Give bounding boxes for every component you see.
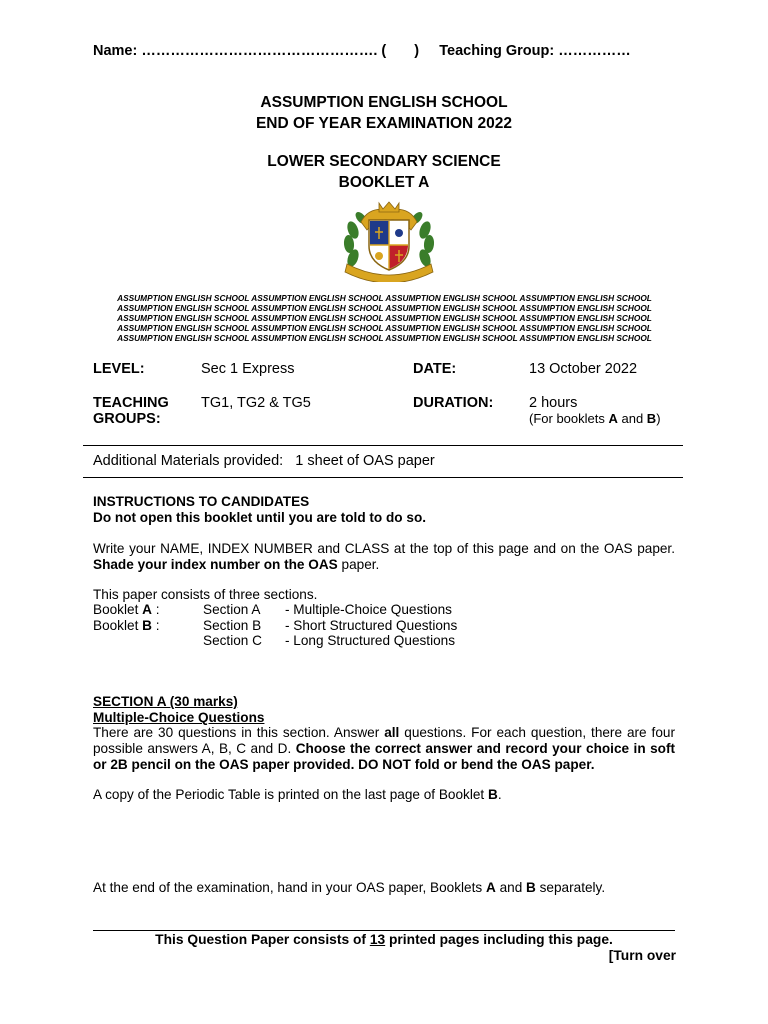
additional-materials: Additional Materials provided: 1 sheet of OAS paper [93,453,435,469]
date-value: 13 October 2022 [529,361,638,377]
teaching-groups-label-2: GROUPS: [93,411,161,427]
subject-title: LOWER SECONDARY SCIENCE [267,153,501,170]
section-row-section: Section A [203,602,261,617]
school-title: ASSUMPTION ENGLISH SCHOOL [260,94,508,111]
school-name-watermark [93,294,676,344]
watermark-line: ASSUMPTION ENGLISH SCHOOL ASSUMPTION ENGLISH SCHOOL ASSUMPTION ENGLISH SCHOOL ASSUMPTION ENGLISH SCHOOL [117,312,652,323]
section-row-desc: - Long Structured Questions [285,633,456,648]
duration-note: (For booklets A and B) [529,411,661,426]
instructions-warning: Do not open this booklet until you are told to do so. [93,510,427,525]
teaching-group-dots: …………… [558,43,631,59]
turn-over-note: [Turn over [608,948,676,963]
name-line [93,43,631,59]
booklet-title: BOOKLET A [338,174,430,191]
paper-consists: This paper consists of three sections. [93,587,318,602]
name-label: Name: [93,43,138,59]
page-count-note: This Question Paper consists of 13 printed pages including this page. [155,932,613,947]
duration-label: DURATION: [413,395,494,411]
exam-title: END OF YEAR EXAMINATION 2022 [255,115,513,132]
section-a-instructions: There are 30 questions in this section. Answer all questions. For each question, there are four possible answers A, B, C and D. Choose the correct answer and record your choice in soft or 2B pencil on the OAS paper provided. DO NOT fold or bend the OAS paper. [93,725,675,772]
school-crest-logo [339,200,439,282]
section-a-heading: SECTION A (30 marks) [93,694,238,709]
section-row-section: Section B [203,618,262,633]
hand-in-note: At the end of the examination, hand in your OAS paper, Booklets A and B separately. [93,880,606,895]
name-dots: …………………………………………. [141,43,378,59]
teaching-groups-label-1: TEACHING [93,395,169,411]
section-row-booklet: Booklet B : [93,618,160,633]
section-a-subheading: Multiple-Choice Questions [93,710,265,725]
write-instructions: Write your NAME, INDEX NUMBER and CLASS at the top of this page and on the OAS paper. Shade your index number on the OAS paper. [93,541,675,572]
section-row-booklet: Booklet A : [93,602,160,617]
teaching-group-label: Teaching Group: [439,43,555,59]
watermark-line: ASSUMPTION ENGLISH SCHOOL ASSUMPTION ENGLISH SCHOOL ASSUMPTION ENGLISH SCHOOL ASSUMPTION ENGLISH SCHOOL [117,322,652,333]
section-row-desc: - Short Structured Questions [285,618,458,633]
footer-divider [93,930,675,931]
level-value: Sec 1 Express [201,361,295,377]
watermark-line: ASSUMPTION ENGLISH SCHOOL ASSUMPTION ENGLISH SCHOOL ASSUMPTION ENGLISH SCHOOL ASSUMPTION ENGLISH SCHOOL [117,332,652,343]
duration-value: 2 hours [529,395,578,411]
level-label: LEVEL: [93,361,145,377]
index-open: ( [381,43,387,59]
divider-bottom [83,477,683,478]
divider-top [83,445,683,446]
watermark-line: ASSUMPTION ENGLISH SCHOOL ASSUMPTION ENGLISH SCHOOL ASSUMPTION ENGLISH SCHOOL ASSUMPTION ENGLISH SCHOOL [117,302,652,313]
watermark-line: ASSUMPTION ENGLISH SCHOOL ASSUMPTION ENGLISH SCHOOL ASSUMPTION ENGLISH SCHOOL ASSUMPTION ENGLISH SCHOOL [117,293,652,303]
section-row-section: Section C [203,633,262,648]
teaching-groups-value: TG1, TG2 & TG5 [201,395,311,411]
periodic-table-note: A copy of the Periodic Table is printed on the last page of Booklet B. [93,787,502,802]
index-close: ) [414,43,420,59]
instructions-heading: INSTRUCTIONS TO CANDIDATES [93,494,310,509]
section-row-desc: - Multiple-Choice Questions [285,602,452,617]
date-label: DATE: [413,361,457,377]
